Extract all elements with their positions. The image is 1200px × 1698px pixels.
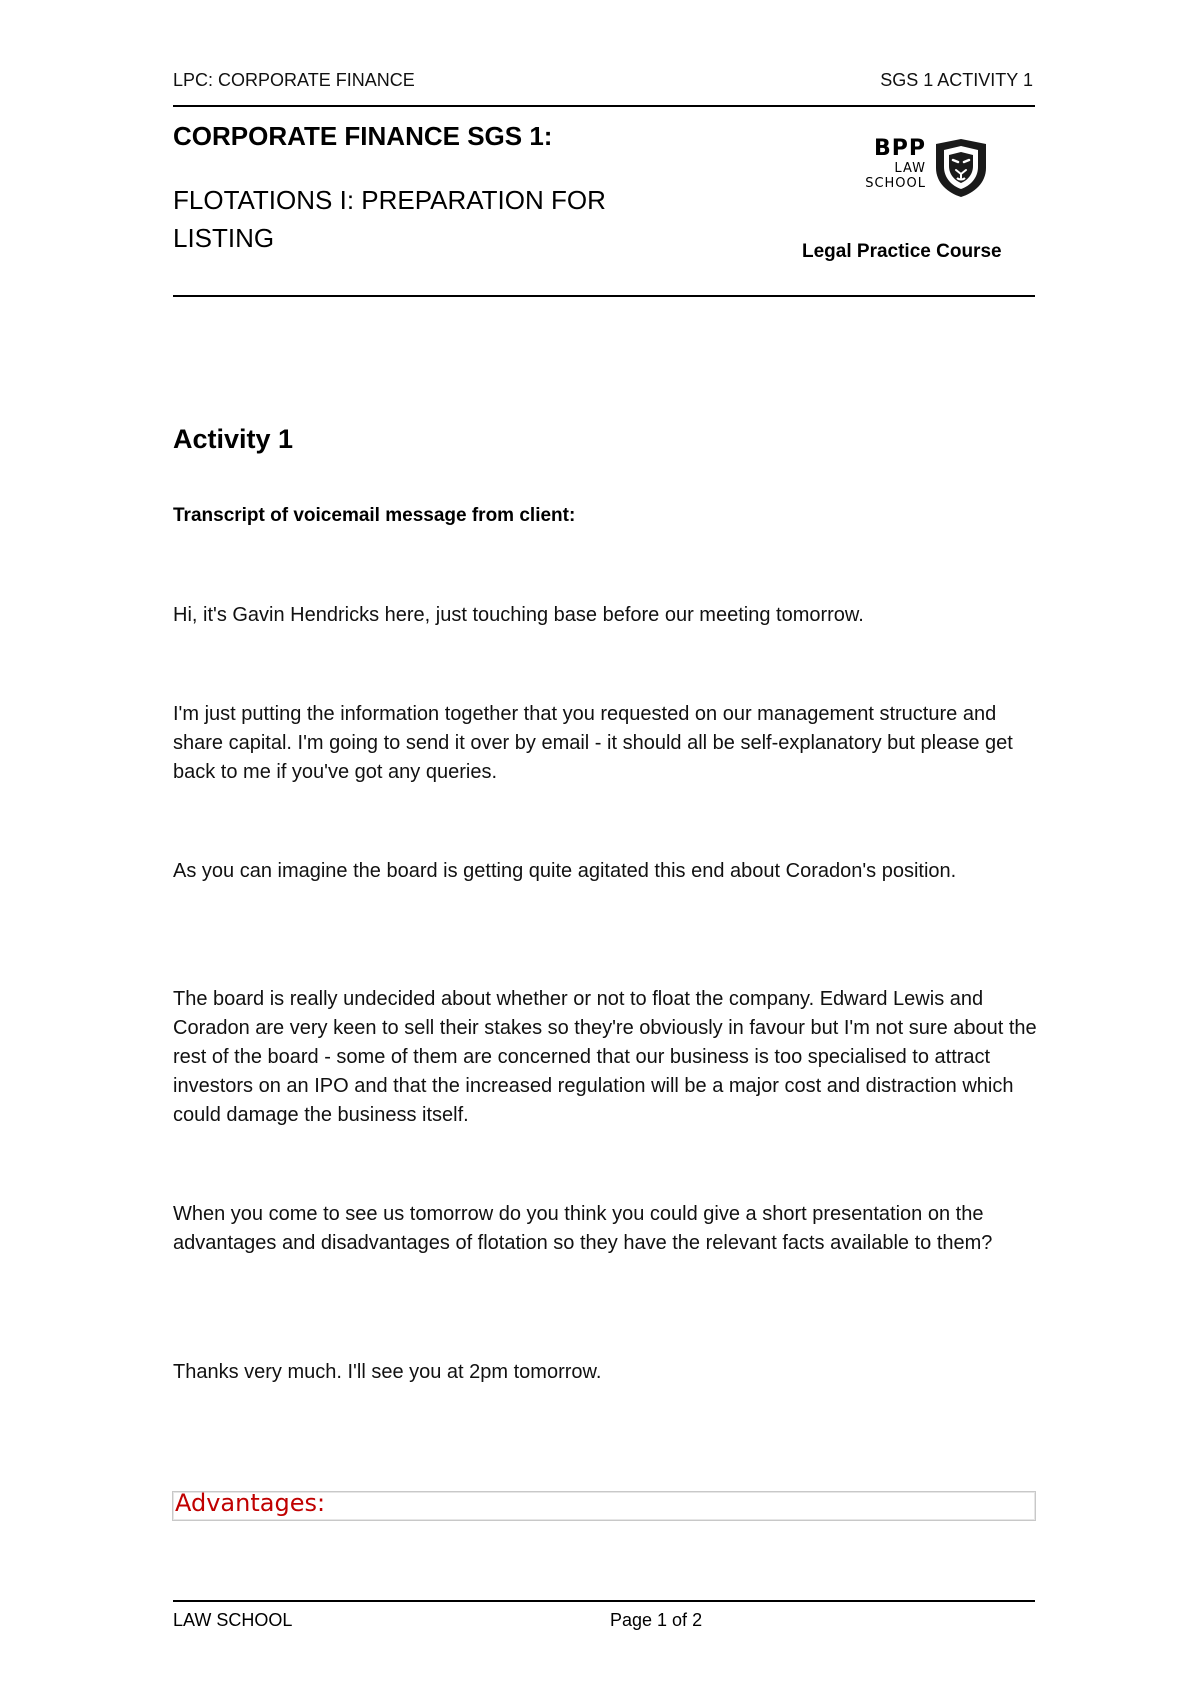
document-subtitle: FLOTATIONS I: PREPARATION FOR LISTING (173, 185, 606, 253)
voicemail-paragraph-1: Hi, it's Gavin Hendricks here, just touching base before our meeting tomorrow. (173, 604, 864, 626)
logo-bpp-text: BPP (873, 136, 926, 161)
bpp-law-school-logo (850, 138, 990, 200)
running-header-left: LPC: CORPORATE FINANCE (173, 70, 415, 90)
running-header-right: SGS 1 ACTIVITY 1 (880, 70, 1033, 90)
advantages-answer-field[interactable] (172, 1491, 1036, 1521)
page-number: Page 1 of 2 (610, 1610, 703, 1630)
header-rule (173, 105, 1035, 107)
logo-law-text: LAW (894, 161, 926, 176)
activity-heading: Activity 1 (173, 424, 294, 454)
voicemail-paragraph-2: I'm just putting the information together that you requested on our management structure and share capital. I'm going to send it over by email - it should all be self-explanatory but please get back to me if you've got any queries. (173, 703, 1013, 783)
voicemail-paragraph-3: As you can imagine the board is getting quite agitated this end about Coradon's position. (173, 860, 957, 882)
footer-left-text: LAW SCHOOL (173, 1610, 293, 1630)
voicemail-paragraph-4: The board is really undecided about whether or not to float the company. Edward Lewis and Coradon are very keen to sell their stakes so they're obviously in favour but I'm not sure about the rest of the board - some of them are concerned that our business is too specialised to attract investors on an IPO and that the increased regulation will be a major cost and distraction which could damage the business itself. (173, 988, 1037, 1126)
title-block-rule (173, 295, 1035, 297)
footer-rule (173, 1600, 1035, 1602)
lion-head-icon (932, 138, 990, 198)
transcript-label: Transcript of voicemail message from client: (173, 505, 576, 526)
logo-wordmark (865, 138, 926, 190)
document-title: CORPORATE FINANCE SGS 1: (173, 121, 553, 151)
voicemail-paragraph-6: Thanks very much. I'll see you at 2pm tomorrow. (173, 1361, 602, 1383)
logo-school-text: SCHOOL (865, 176, 926, 191)
advantages-label: Advantages: (175, 1489, 326, 1517)
voicemail-paragraph-5: When you come to see us tomorrow do you think you could give a short presentation on the advantages and disadvantages of flotation so they have the relevant facts available to them? (173, 1203, 993, 1254)
course-name: Legal Practice Course (802, 241, 1002, 262)
